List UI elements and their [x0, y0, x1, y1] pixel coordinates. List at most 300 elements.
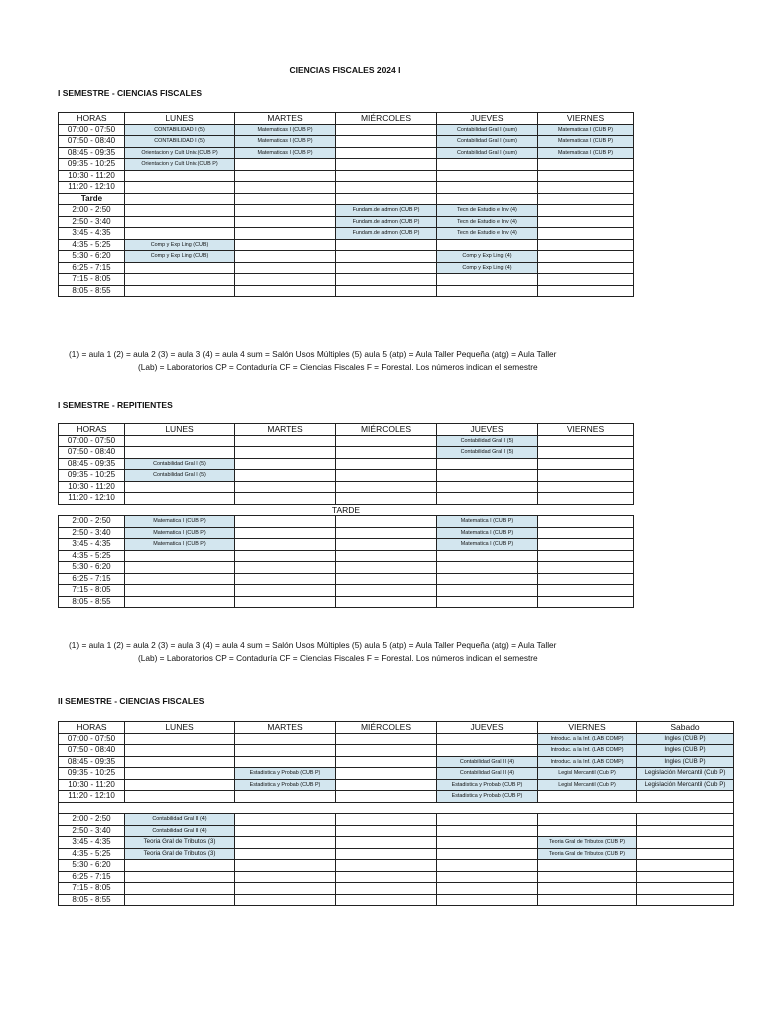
empty-cell [235, 228, 336, 240]
empty-cell [235, 860, 336, 872]
class-cell: Contabilidad Gral II (4) [125, 825, 235, 837]
empty-cell [125, 894, 235, 906]
table-row [59, 894, 734, 906]
empty-cell [437, 860, 538, 872]
empty-cell [437, 470, 538, 482]
class-cell: Contabilidad Gral I (5) [125, 470, 235, 482]
class-cell: Matematica I (CUB P) [437, 539, 538, 551]
empty-cell [538, 193, 634, 205]
empty-cell [336, 274, 437, 286]
empty-cell [125, 493, 235, 505]
class-cell: Tecn de Estudio e Inv (4) [437, 205, 538, 217]
table-row [59, 182, 634, 194]
empty-cell [538, 285, 634, 297]
empty-cell [538, 871, 637, 883]
class-cell: Fundam.de admon (CUB P) [336, 228, 437, 240]
time-slot: 11:20 - 12:10 [59, 791, 125, 803]
empty-cell [538, 262, 634, 274]
class-cell: Orientacion y Cult Univ.(CUB P) [125, 159, 235, 171]
empty-cell [437, 458, 538, 470]
time-slot: 6:25 - 7:15 [59, 871, 125, 883]
empty-cell [437, 848, 538, 860]
table-header-row [59, 113, 634, 125]
empty-cell [125, 573, 235, 585]
empty-cell [336, 745, 437, 757]
table-row [59, 251, 634, 263]
empty-cell [235, 239, 336, 251]
empty-cell [336, 814, 437, 826]
table-row [59, 848, 734, 860]
empty-cell [125, 745, 235, 757]
empty-cell [437, 883, 538, 895]
time-slot: 07:00 - 07:50 [59, 733, 125, 745]
table-row [59, 136, 634, 148]
empty-cell [336, 756, 437, 768]
table-row [59, 596, 634, 608]
class-cell: Contabilidad Gral I (5) [437, 435, 538, 447]
empty-cell [437, 573, 538, 585]
empty-cell [336, 435, 437, 447]
empty-cell [125, 733, 235, 745]
table-row [59, 239, 634, 251]
empty-cell [125, 216, 235, 228]
empty-cell [538, 228, 634, 240]
class-cell: Ingles (CUB P) [637, 745, 734, 757]
class-cell: Ingles (CUB P) [637, 733, 734, 745]
empty-cell [235, 527, 336, 539]
empty-cell [235, 825, 336, 837]
empty-cell [336, 871, 437, 883]
empty-cell [336, 539, 437, 551]
empty-cell [125, 768, 235, 780]
empty-cell [125, 481, 235, 493]
empty-cell [125, 860, 235, 872]
empty-cell [235, 435, 336, 447]
empty-cell [538, 585, 634, 597]
empty-cell [336, 239, 437, 251]
class-cell: Teoria Gral de Tributos (CUB P) [538, 837, 637, 849]
empty-cell [437, 733, 538, 745]
table-row [59, 791, 734, 803]
class-cell: Contabilidad Gral I (5) [437, 447, 538, 459]
empty-cell [437, 481, 538, 493]
time-slot: 2:00 - 2:50 [59, 516, 125, 528]
empty-cell [235, 550, 336, 562]
empty-cell [125, 596, 235, 608]
column-header: MIÉRCOLES [336, 424, 437, 436]
class-cell: Ingles (CUB P) [637, 756, 734, 768]
empty-cell [125, 562, 235, 574]
empty-cell [538, 182, 634, 194]
table-row [59, 170, 634, 182]
empty-cell [538, 205, 634, 217]
table-row [59, 562, 634, 574]
empty-cell [538, 894, 637, 906]
time-slot: 2:00 - 2:50 [59, 814, 125, 826]
column-header: LUNES [125, 722, 235, 734]
column-header: VIERNES [538, 113, 634, 125]
empty-cell [235, 481, 336, 493]
time-slot: 4:35 - 5:25 [59, 550, 125, 562]
afternoon-label: Tarde [59, 193, 125, 205]
empty-cell [336, 596, 437, 608]
empty-cell [125, 274, 235, 286]
empty-cell [235, 216, 336, 228]
class-cell: Legislación Mercantil (Cub P) [637, 768, 734, 780]
empty-cell [336, 562, 437, 574]
class-cell: Matematicas I (CUB P) [538, 147, 634, 159]
empty-cell [235, 274, 336, 286]
empty-cell [336, 779, 437, 791]
empty-cell [437, 825, 538, 837]
time-slot: 08:45 - 09:35 [59, 756, 125, 768]
column-header: LUNES [125, 424, 235, 436]
empty-cell [125, 447, 235, 459]
empty-cell [235, 539, 336, 551]
empty-cell [336, 147, 437, 159]
empty-cell [437, 274, 538, 286]
class-cell: Teoria Gral de Tributos (CUB P) [538, 848, 637, 860]
class-cell: Matematica I (CUB P) [125, 527, 235, 539]
time-slot: 09:35 - 10:25 [59, 768, 125, 780]
empty-cell [125, 228, 235, 240]
empty-cell [235, 262, 336, 274]
empty-cell [538, 274, 634, 286]
empty-cell [125, 883, 235, 895]
empty-cell [235, 848, 336, 860]
time-slot: 7:15 - 8:05 [59, 585, 125, 597]
class-cell: Legisl Mercantil (Cub P) [538, 779, 637, 791]
table-row [59, 527, 634, 539]
time-slot: 5:30 - 6:20 [59, 562, 125, 574]
section-title-1: I SEMESTRE - CIENCIAS FISCALES [58, 88, 203, 98]
class-cell: Matematicas I (CUB P) [235, 124, 336, 136]
table-header-row [59, 722, 734, 734]
class-cell: Estadistica y Probab (CUB P) [437, 791, 538, 803]
empty-cell [637, 883, 734, 895]
empty-cell [538, 527, 634, 539]
afternoon-separator [59, 802, 734, 814]
class-cell: Matematica I (CUB P) [437, 516, 538, 528]
time-slot: 08:45 - 09:35 [59, 147, 125, 159]
class-cell: Comp y Exp Ling (4) [437, 251, 538, 263]
empty-cell [538, 481, 634, 493]
table-row [59, 147, 634, 159]
table-row [59, 193, 634, 205]
class-cell: Fundam.de admon (CUB P) [336, 205, 437, 217]
empty-cell [125, 182, 235, 194]
empty-cell [637, 848, 734, 860]
table-row [59, 825, 734, 837]
class-cell: Teoria Gral de Tributos (3) [125, 848, 235, 860]
empty-cell [637, 860, 734, 872]
class-cell: Legislación Mercantil (Cub P) [637, 779, 734, 791]
empty-cell [637, 871, 734, 883]
time-slot: 5:30 - 6:20 [59, 860, 125, 872]
table-row [59, 470, 634, 482]
table-row [59, 435, 634, 447]
table-row [59, 883, 734, 895]
class-cell: Matematicas I (CUB P) [538, 136, 634, 148]
empty-cell [235, 251, 336, 263]
empty-cell [125, 435, 235, 447]
empty-cell [538, 596, 634, 608]
empty-cell [538, 516, 634, 528]
class-cell: Contabilidad Gral II (4) [437, 768, 538, 780]
time-slot: 10:30 - 11:20 [59, 779, 125, 791]
empty-cell [437, 814, 538, 826]
page-title: CIENCIAS FISCALES 2024 I [289, 65, 401, 75]
time-slot: 07:00 - 07:50 [59, 435, 125, 447]
empty-cell [437, 745, 538, 757]
empty-cell [235, 159, 336, 171]
table-row [59, 447, 634, 459]
empty-cell [336, 848, 437, 860]
schedule-table-repitientes [58, 423, 634, 608]
empty-cell [336, 894, 437, 906]
table-row [59, 573, 634, 585]
table-row [59, 814, 734, 826]
empty-cell [637, 837, 734, 849]
time-slot: 6:25 - 7:15 [59, 262, 125, 274]
time-slot: 10:30 - 11:20 [59, 170, 125, 182]
class-cell: Contabilidad Gral II (4) [125, 814, 235, 826]
column-header: HORAS [59, 424, 125, 436]
time-slot: 11:20 - 12:10 [59, 493, 125, 505]
column-header: MIÉRCOLES [336, 113, 437, 125]
empty-cell [125, 779, 235, 791]
empty-cell [235, 871, 336, 883]
empty-cell [336, 883, 437, 895]
time-slot: 09:35 - 10:25 [59, 470, 125, 482]
class-cell: Comp y Exp Ling (4) [437, 262, 538, 274]
column-header: LUNES [125, 113, 235, 125]
time-slot: 2:00 - 2:50 [59, 205, 125, 217]
empty-cell [336, 193, 437, 205]
empty-cell [235, 205, 336, 217]
empty-cell [437, 550, 538, 562]
table-header-row [59, 424, 634, 436]
class-cell: Tecn de Estudio e Inv (4) [437, 228, 538, 240]
empty-cell [235, 493, 336, 505]
empty-cell [235, 596, 336, 608]
empty-cell [538, 170, 634, 182]
empty-cell [235, 791, 336, 803]
empty-cell [336, 550, 437, 562]
empty-cell [538, 550, 634, 562]
legend-line-2b: (Lab) = Laboratorios CP = Contaduría CF = Ciencias Fiscales F = Forestal. Los números indican el semestre [138, 653, 538, 663]
class-cell: CONTABILIDAD I (5) [125, 124, 235, 136]
column-header: MARTES [235, 722, 336, 734]
column-header: MARTES [235, 424, 336, 436]
class-cell: Orientacion y Cult Univ.(CUB P) [125, 147, 235, 159]
empty-cell [336, 285, 437, 297]
table-row [59, 756, 734, 768]
empty-cell [538, 216, 634, 228]
empty-cell [637, 825, 734, 837]
empty-cell [538, 239, 634, 251]
empty-cell [437, 170, 538, 182]
empty-cell [437, 837, 538, 849]
time-slot: 3:45 - 4:35 [59, 228, 125, 240]
empty-cell [538, 251, 634, 263]
table-row [59, 550, 634, 562]
table-row [59, 516, 634, 528]
time-slot: 3:45 - 4:35 [59, 539, 125, 551]
empty-cell [235, 585, 336, 597]
empty-cell [125, 871, 235, 883]
empty-cell [538, 539, 634, 551]
time-slot: 7:15 - 8:05 [59, 274, 125, 286]
time-slot: 2:50 - 3:40 [59, 825, 125, 837]
time-slot: 07:00 - 07:50 [59, 124, 125, 136]
empty-cell [437, 493, 538, 505]
empty-cell [538, 814, 637, 826]
column-header: JUEVES [437, 722, 538, 734]
time-slot: 2:50 - 3:40 [59, 527, 125, 539]
table-row [59, 205, 634, 217]
time-slot: 07:50 - 08:40 [59, 136, 125, 148]
table-row [59, 745, 734, 757]
table-row [59, 733, 734, 745]
table-row [59, 585, 634, 597]
table-row [59, 216, 634, 228]
empty-cell [336, 493, 437, 505]
table-row [59, 493, 634, 505]
empty-cell [538, 573, 634, 585]
table-row [59, 159, 634, 171]
empty-cell [235, 447, 336, 459]
empty-cell [538, 562, 634, 574]
empty-cell [538, 825, 637, 837]
class-cell: Contabilidad Gral I (5) [125, 458, 235, 470]
time-slot: 4:35 - 5:25 [59, 848, 125, 860]
empty-cell [538, 493, 634, 505]
empty-cell [336, 860, 437, 872]
class-cell: Estadistica y Probab (CUB P) [235, 768, 336, 780]
empty-cell [336, 170, 437, 182]
empty-cell [437, 585, 538, 597]
table-row [59, 860, 734, 872]
empty-cell [336, 447, 437, 459]
column-header: VIERNES [538, 722, 637, 734]
table-row [59, 285, 634, 297]
empty-cell [336, 481, 437, 493]
empty-cell [538, 458, 634, 470]
empty-cell [336, 516, 437, 528]
class-cell: Contabilidad Gral I (sum) [437, 136, 538, 148]
table-row [59, 871, 734, 883]
column-header: MIÉRCOLES [336, 722, 437, 734]
section-title-3: II SEMESTRE - CIENCIAS FISCALES [58, 696, 205, 706]
empty-cell [235, 756, 336, 768]
empty-cell [125, 585, 235, 597]
empty-cell [437, 285, 538, 297]
empty-cell [235, 470, 336, 482]
class-cell: Introduc. a la Inf. (LAB COMP) [538, 733, 637, 745]
time-slot: 5:30 - 6:20 [59, 251, 125, 263]
table-row [59, 228, 634, 240]
empty-cell [235, 170, 336, 182]
column-header: VIERNES [538, 424, 634, 436]
time-slot: 09:35 - 10:25 [59, 159, 125, 171]
table-row [59, 481, 634, 493]
class-cell: Contabilidad Gral I (sum) [437, 124, 538, 136]
empty-cell [235, 562, 336, 574]
time-slot: 8:05 - 8:55 [59, 285, 125, 297]
class-cell: Matematicas I (CUB P) [235, 136, 336, 148]
table-row [59, 802, 734, 814]
empty-cell [336, 585, 437, 597]
empty-cell [235, 458, 336, 470]
empty-cell [336, 251, 437, 263]
class-cell: Matematica I (CUB P) [437, 527, 538, 539]
column-header: HORAS [59, 722, 125, 734]
empty-cell [437, 871, 538, 883]
class-cell: Introduc. a la Inf. (LAB COMP) [538, 745, 637, 757]
empty-cell [538, 159, 634, 171]
empty-cell [125, 262, 235, 274]
table-row [59, 837, 734, 849]
class-cell: Comp y Exp Ling (CUB) [125, 251, 235, 263]
empty-cell [235, 516, 336, 528]
empty-cell [336, 825, 437, 837]
empty-cell [538, 470, 634, 482]
time-slot: 08:45 - 09:35 [59, 458, 125, 470]
empty-cell [437, 239, 538, 251]
time-slot: 07:50 - 08:40 [59, 447, 125, 459]
empty-cell [538, 791, 637, 803]
empty-cell [235, 894, 336, 906]
column-header: JUEVES [437, 424, 538, 436]
time-slot: 10:30 - 11:20 [59, 481, 125, 493]
empty-cell [437, 596, 538, 608]
time-slot: 07:50 - 08:40 [59, 745, 125, 757]
column-header: JUEVES [437, 113, 538, 125]
empty-cell [125, 205, 235, 217]
class-cell: Comp y Exp Ling (CUB) [125, 239, 235, 251]
empty-cell [336, 791, 437, 803]
table-row [59, 262, 634, 274]
time-slot: 6:25 - 7:15 [59, 573, 125, 585]
table-row [59, 539, 634, 551]
empty-cell [125, 791, 235, 803]
empty-cell [235, 733, 336, 745]
empty-cell [336, 458, 437, 470]
empty-cell [336, 470, 437, 482]
legend-line-1b: (1) = aula 1 (2) = aula 2 (3) = aula 3 (4) = aula 4 sum = Salón Usos Múltiples (5) aula 5 (atp) = Aula Taller Pequeña (atg) = Aula Taller [69, 640, 557, 650]
empty-cell [235, 745, 336, 757]
empty-cell [125, 285, 235, 297]
class-cell: Contabilidad Gral II (4) [437, 756, 538, 768]
empty-cell [235, 285, 336, 297]
empty-cell [637, 814, 734, 826]
empty-cell [637, 791, 734, 803]
empty-cell [235, 883, 336, 895]
class-cell: Tecn de Estudio e Inv (4) [437, 216, 538, 228]
time-slot: 8:05 - 8:55 [59, 596, 125, 608]
class-cell: CONTABILIDAD I (5) [125, 136, 235, 148]
class-cell: Estadistica y Probab (CUB P) [235, 779, 336, 791]
class-cell: Contabilidad Gral I (sum) [437, 147, 538, 159]
class-cell: Matematica I (CUB P) [125, 516, 235, 528]
schedule-table-1s-fiscales [58, 112, 634, 297]
empty-cell [336, 527, 437, 539]
empty-cell [538, 860, 637, 872]
empty-cell [336, 159, 437, 171]
empty-cell [336, 837, 437, 849]
empty-cell [235, 182, 336, 194]
